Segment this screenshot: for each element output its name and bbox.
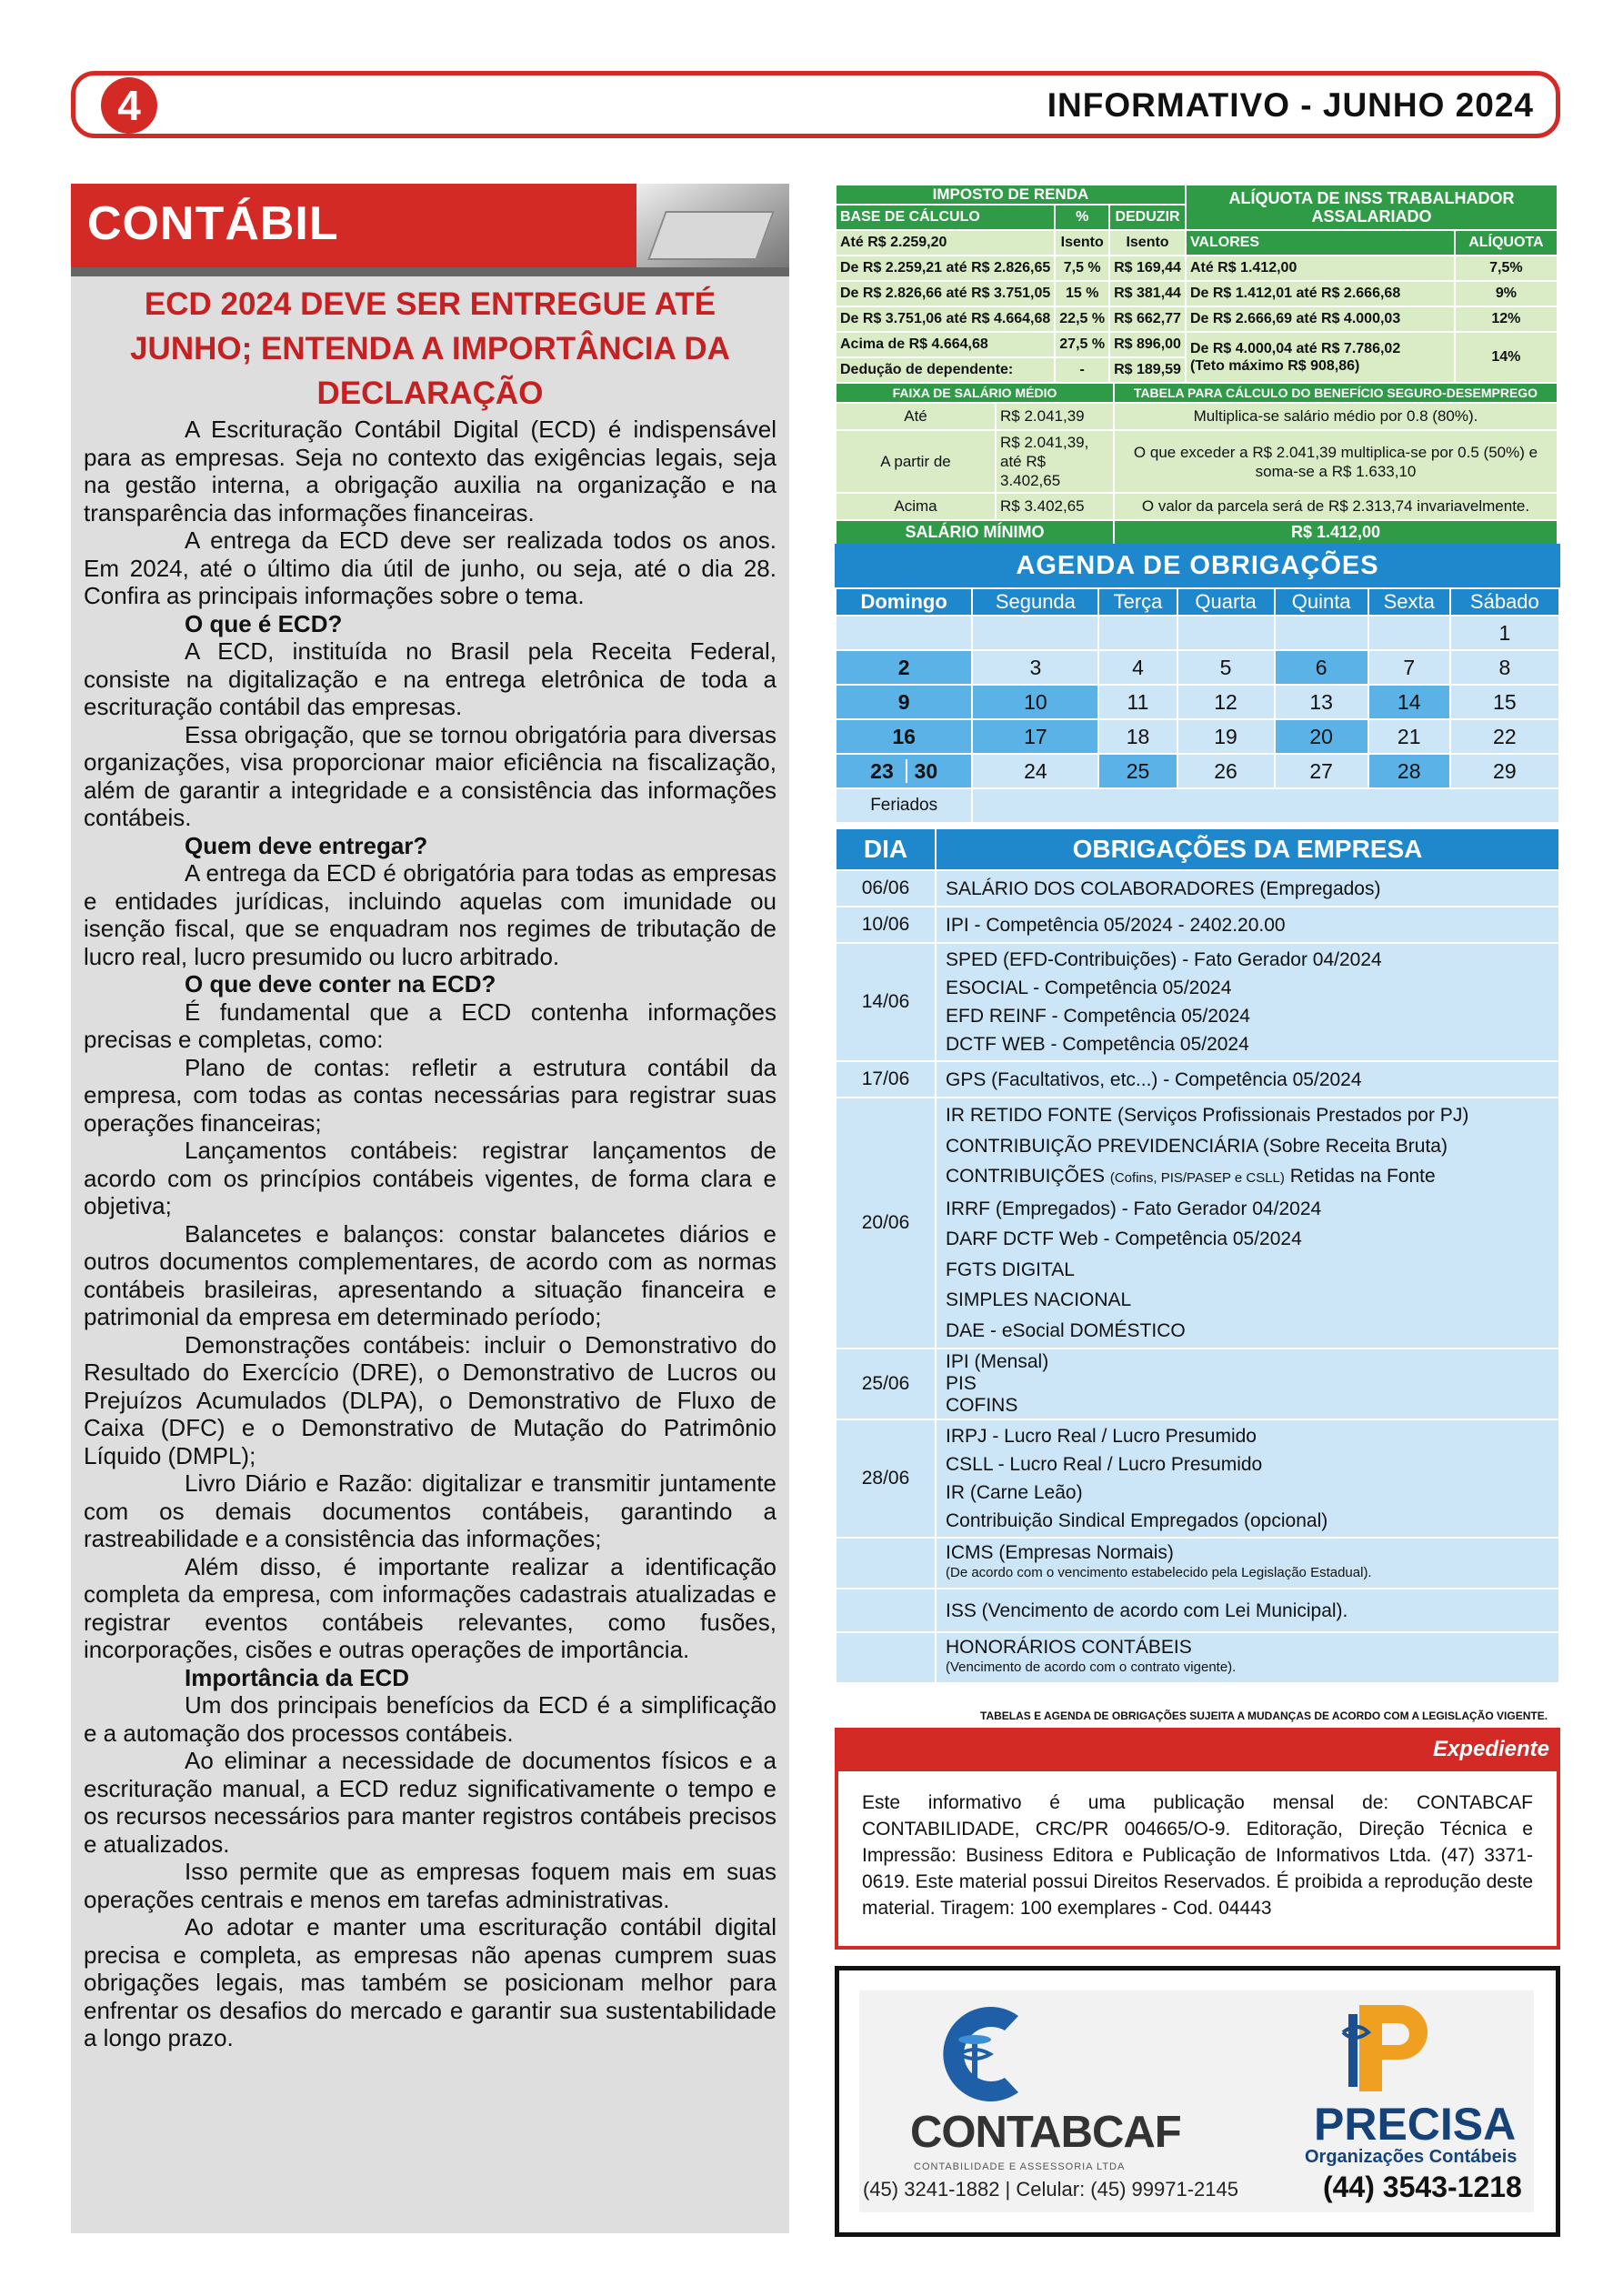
calendar-day-obligation: 28 <box>1368 754 1450 788</box>
ir-cell: - <box>1055 357 1109 383</box>
obligations-table <box>835 827 1560 1684</box>
calendar-day-obligation: 17 <box>972 719 1098 754</box>
section-header <box>71 184 789 267</box>
obligation-line: FGTS DIGITAL <box>946 1258 1075 1280</box>
precisa-phone: (44) 3543-1218 <box>1323 2171 1522 2203</box>
seguro-cell: Até <box>836 403 996 430</box>
inss-header-rate: ALÍQUOTA <box>1455 230 1558 256</box>
obligation-text <box>936 1098 1559 1349</box>
article-paragraph: É fundamental que a ECD contenha informações precisas e completas, como: <box>84 998 776 1053</box>
section-divider <box>71 267 789 276</box>
seguro-cell: O valor da parcela será de R$ 2.313,74 invariavelmente. <box>1114 493 1558 520</box>
calendar-day-obligation: 14 <box>1368 685 1450 719</box>
article-paragraph: Plano de contas: refletir a estrutura contábil da empresa, com todas as contas necessárias para registrar suas operações financeiras; <box>84 1053 776 1137</box>
ir-cell: Dedução de dependente: <box>836 357 1055 383</box>
holidays-cell <box>972 788 1559 823</box>
calendar-day <box>1177 616 1275 650</box>
obligation-date-empty <box>836 1632 936 1683</box>
obligation-line: ICMS (Empresas Normais) <box>946 1542 1174 1563</box>
ir-header-deduct: DEDUZIR <box>1109 205 1186 230</box>
article-subheading: O que deve conter na ECD? <box>185 970 496 998</box>
ir-title: IMPOSTO DE RENDA <box>836 185 1186 205</box>
seguro-cell: Multiplica-se salário médio por 0.8 (80%). <box>1114 403 1558 430</box>
calendar-day: 4 <box>1098 650 1177 685</box>
calendar-day: 23 <box>870 758 894 783</box>
contabcaf-logo-icon <box>914 2000 1050 2109</box>
contabcaf-subtitle: CONTABILIDADE E ASSESSORIA LTDA <box>914 2161 1126 2172</box>
seguro-cell: Acima <box>836 493 996 520</box>
inss-cell: De R$ 2.666,69 até R$ 4.000,03 <box>1186 306 1455 332</box>
seguro-header-1: FAIXA DE SALÁRIO MÉDIO <box>836 383 1114 403</box>
obligation-line-part: Retidas na Fonte <box>1284 1166 1436 1187</box>
obligation-text: IPI - Competência 05/2024 - 2402.20.00 <box>936 907 1559 943</box>
agenda <box>835 544 1560 824</box>
precisa-subtitle: Organizações Contábeis <box>1305 2147 1518 2167</box>
ir-cell: R$ 189,59 <box>1109 357 1186 383</box>
calendar-day-obligation: 6 <box>1275 650 1368 685</box>
ir-cell: Até R$ 2.259,20 <box>836 230 1055 256</box>
article-paragraph: A entrega da ECD é obrigatória para todas as empresas e entidades jurídicas, incluindo aquelas com imunidade ou isenção fiscal, que se enquadram nos regimes de tributação de lucro real, lucro presumido ou lucro arbitrado. <box>84 859 776 970</box>
calendar-day: 11 <box>1098 685 1177 719</box>
seguro-cell: R$ 2.041,39 <box>996 403 1114 430</box>
obligation-date-empty <box>836 1589 936 1632</box>
calendar-day <box>972 616 1098 650</box>
calendar-day: 29 <box>1450 754 1559 788</box>
article-paragraph: Lançamentos contábeis: registrar lançamentos de acordo com os princípios contábeis vigentes, de forma clara e objetiva; <box>84 1137 776 1219</box>
calendar-day <box>836 616 972 650</box>
obligation-line: PIS <box>946 1373 977 1394</box>
ir-cell: Isento <box>1055 230 1109 256</box>
obligation-line <box>946 1161 1549 1194</box>
obligation-date: 17/06 <box>836 1061 936 1098</box>
ir-cell: 15 % <box>1055 281 1109 306</box>
calendar-day-obligation: 10 <box>972 685 1098 719</box>
obligation-line: IR (Carne Leão) <box>946 1482 1083 1503</box>
contabcaf-name: CONTABCAF <box>910 2108 1181 2157</box>
article-paragraph: Além disso, é importante realizar a identificação completa da empresa, com informações cadastrais atualizadas e registrar eventos contábeis relevantes, como fusões, incorporações, cisões e outras operações de importância. <box>84 1552 776 1663</box>
ir-cell: R$ 381,44 <box>1109 281 1186 306</box>
article-paragraph: Isso permite que as empresas foquem mais em suas operações centrais e menos em tarefas administrativas. <box>84 1858 776 1913</box>
agenda-title: AGENDA DE OBRIGAÇÕES <box>835 544 1560 587</box>
article-subheading: O que é ECD? <box>185 609 343 637</box>
calendar-day: 26 <box>1177 754 1275 788</box>
calendar-day-split <box>836 754 972 788</box>
obligation-text: GPS (Facultativos, etc...) - Competência 05/2024 <box>936 1061 1559 1098</box>
calendar-day: 21 <box>1368 719 1450 754</box>
day-header: Quarta <box>1177 588 1275 616</box>
ir-cell: 27,5 % <box>1055 332 1109 357</box>
precisa-logo-icon <box>1341 1996 1441 2096</box>
article-paragraph: Livro Diário e Razão: digitalizar e transmitir juntamente com os demais documentos contábeis, garantindo a rastreabilidade e a consistência das informações; <box>84 1469 776 1552</box>
precisa-name: PRECISA <box>1314 2099 1517 2150</box>
article-title: ECD 2024 DEVE SER ENTREGUE ATÉ JUNHO; ENTENDA A IMPORTÂNCIA DA DECLARAÇÃO <box>130 286 730 411</box>
article-subheading: Quem deve entregar? <box>185 831 428 859</box>
logos-box <box>835 1966 1560 2237</box>
day-header: Sábado <box>1450 588 1559 616</box>
inss-header-values: VALORES <box>1186 230 1455 256</box>
calendar-day: 19 <box>1177 719 1275 754</box>
inss-title: ALÍQUOTA DE INSS TRABALHADOR ASSALARIADO <box>1186 185 1558 230</box>
seguro-cell: R$ 3.402,65 <box>996 493 1114 520</box>
calendar-day-obligation: 25 <box>1098 754 1177 788</box>
calendar-day: 13 <box>1275 685 1368 719</box>
ir-cell: Isento <box>1109 230 1186 256</box>
ir-header-base: BASE DE CÁLCULO <box>836 205 1055 230</box>
ir-cell: De R$ 3.751,06 até R$ 4.664,68 <box>836 306 1055 332</box>
calendar <box>835 587 1560 824</box>
obligation-date: 10/06 <box>836 907 936 943</box>
obligation-line-part: CONTRIBUIÇÕES <box>946 1166 1110 1187</box>
article-subheading: Importância da ECD <box>185 1663 410 1691</box>
obligation-line: IRPJ - Lucro Real / Lucro Presumido <box>946 1426 1257 1447</box>
inss-cell: De R$ 1.412,01 até R$ 2.666,68 <box>1186 281 1455 306</box>
salario-minimo-value: R$ 1.412,00 <box>1114 520 1558 545</box>
obligation-date: 25/06 <box>836 1349 936 1419</box>
inss-last-range: De R$ 4.000,04 até R$ 7.786,02 <box>1189 341 1401 356</box>
ir-cell: De R$ 2.826,66 até R$ 3.751,05 <box>836 281 1055 306</box>
article-paragraph: A ECD, instituída no Brasil pela Receita Federal, consiste na digitalização e na entrega eletrônica de toda a escrituração contábil das empresas. <box>84 637 776 720</box>
obligation-line: CSLL - Lucro Real / Lucro Presumido <box>946 1454 1263 1475</box>
calendar-day: 2 <box>836 650 972 685</box>
article <box>71 276 789 2233</box>
calculator-photo-icon <box>636 184 789 267</box>
inss-cell: 9% <box>1455 281 1558 306</box>
obligation-line: ESOCIAL - Competência 05/2024 <box>946 978 1232 998</box>
obligation-text <box>936 1632 1559 1683</box>
ir-cell: R$ 896,00 <box>1109 332 1186 357</box>
obligation-line: IRRF (Empregados) - Fato Gerador 04/2024 <box>946 1198 1322 1219</box>
article-paragraph: A entrega da ECD deve ser realizada todos os anos. Em 2024, até o último dia útil de junho, ou seja, até o dia 28. Confira as principais informações sobre o tema. <box>84 526 776 609</box>
obligation-line: COFINS <box>946 1395 1018 1416</box>
calendar-day: 3 <box>972 650 1098 685</box>
obligation-note: (Vencimento de acordo com o contrato vigente). <box>946 1659 1237 1675</box>
day-header: Domingo <box>836 588 972 616</box>
calendar-day <box>1368 616 1450 650</box>
page-number: 4 <box>101 77 157 134</box>
ir-cell: R$ 169,44 <box>1109 256 1186 281</box>
obligations-col-day: DIA <box>836 828 936 870</box>
expediente-title: Expediente <box>838 1731 1557 1771</box>
seguro-cell: O que exceder a R$ 2.041,39 multiplica-se por 0.5 (50%) e soma-se a R$ 1.633,10 <box>1114 430 1558 493</box>
disclaimer-note: TABELAS E AGENDA DE OBRIGAÇÕES SUJEITA A MUDANÇAS DE ACORDO COM A LEGISLAÇÃO VIGENTE. <box>980 1709 1548 1722</box>
ir-cell: 22,5 % <box>1055 306 1109 332</box>
article-body <box>84 416 776 2052</box>
calendar-day: 18 <box>1098 719 1177 754</box>
obligation-text <box>936 943 1559 1061</box>
article-paragraph: Ao eliminar a necessidade de documentos físicos e a escrituração manual, a ECD reduz significativamente o tempo e os recursos necessários para manter registros contábeis precisos e atualizados. <box>84 1747 776 1858</box>
inss-ceiling: (Teto máximo R$ 908,86) <box>1189 358 1360 374</box>
holidays-label: Feriados <box>836 788 972 823</box>
ir-cell: De R$ 2.259,21 até R$ 2.826,65 <box>836 256 1055 281</box>
unemployment-table <box>835 382 1558 546</box>
seguro-cell: A partir de <box>836 430 996 493</box>
ir-header-pct: % <box>1055 205 1109 230</box>
ir-cell: R$ 662,77 <box>1109 306 1186 332</box>
obligation-date-empty <box>836 1538 936 1589</box>
obligation-date: 14/06 <box>836 943 936 1061</box>
obligation-line-part: (Cofins, PIS/PASEP e CSLL) <box>1109 1170 1285 1186</box>
expediente-text: Este informativo é uma publicação mensal de: CONTABCAF CONTABILIDADE, CRC/PR 004665/O-9. Editoração, Direção Técnica e Impressão: Business Editora e Publicação de Informativos Ltda. (47) 3371-0619. Este material possui Direitos Reservados. É proibida a reprodução deste material. Tiragem: 100 exemplares - Cod. 04443 <box>862 1792 1533 1919</box>
tax-tables <box>835 184 1558 384</box>
obligation-note: (De acordo com o vencimento estabelecido pela Legislação Estadual). <box>946 1565 1372 1580</box>
inss-cell-last <box>1186 332 1455 383</box>
obligation-text: SALÁRIO DOS COLABORADORES (Empregados) <box>936 870 1559 907</box>
article-paragraph: Essa obrigação, que se tornou obrigatória para diversas organizações, visa proporcionar maior eficiência na fiscalização, além de garantir a integridade e a consistência das informações contábeis. <box>84 720 776 831</box>
page-header <box>71 71 1560 138</box>
seguro-cell: R$ 2.041,39, até R$ 3.402,65 <box>996 430 1114 493</box>
calendar-day: 15 <box>1450 685 1559 719</box>
obligations-col-title: OBRIGAÇÕES DA EMPRESA <box>936 828 1559 870</box>
seguro-header-2: TABELA PARA CÁLCULO DO BENEFÍCIO SEGURO-DESEMPREGO <box>1114 383 1558 403</box>
day-header: Segunda <box>972 588 1098 616</box>
obligation-date: 06/06 <box>836 870 936 907</box>
contabcaf-phone: (45) 3241-1882 | Celular: (45) 99971-2145 <box>863 2178 1238 2201</box>
obligation-text: ISS (Vencimento de acordo com Lei Municipal). <box>936 1589 1559 1632</box>
obligation-line: HONORÁRIOS CONTÁBEIS <box>946 1637 1192 1658</box>
logos-panel <box>859 1990 1534 2212</box>
obligation-line: SPED (EFD-Contribuições) - Fato Gerador 04/2024 <box>946 949 1382 970</box>
obligation-text <box>936 1538 1559 1589</box>
article-paragraph: Ao adotar e manter uma escrituração contábil digital precisa e completa, as empresas não apenas cumprem suas obrigações legais, mas também se posicionam melhor para enfrentar os desafios do mercado e garantir sua sustentabilidade a longo prazo. <box>84 1913 776 2051</box>
calendar-day: 5 <box>1177 650 1275 685</box>
day-header: Terça <box>1098 588 1177 616</box>
article-paragraph: A Escrituração Contábil Digital (ECD) é indispensável para as empresas. Seja no contexto das exigências legais, seja na gestão interna, a obrigação auxilia na organização e na transparência das informações financeiras. <box>84 416 776 526</box>
calendar-day: 7 <box>1368 650 1450 685</box>
obligation-line: Contribuição Sindical Empregados (opcional) <box>946 1510 1328 1531</box>
inss-cell: 14% <box>1455 332 1558 383</box>
ir-cell: 7,5 % <box>1055 256 1109 281</box>
salario-minimo-label: SALÁRIO MÍNIMO <box>836 520 1114 545</box>
obligation-line: DCTF WEB - Competência 05/2024 <box>946 1034 1249 1055</box>
inss-cell: 12% <box>1455 306 1558 332</box>
obligation-date: 20/06 <box>836 1098 936 1349</box>
newsletter-title: INFORMATIVO - JUNHO 2024 <box>1047 86 1534 124</box>
calendar-day: 12 <box>1177 685 1275 719</box>
calendar-day: 16 <box>836 719 972 754</box>
ir-cell: Acima de R$ 4.664,68 <box>836 332 1055 357</box>
calendar-day <box>1098 616 1177 650</box>
obligation-date: 28/06 <box>836 1419 936 1538</box>
article-paragraph: Um dos principais benefícios da ECD é a simplificação e a automação dos processos contábeis. <box>84 1691 776 1747</box>
obligation-line: IR RETIDO FONTE (Serviços Profissionais Prestados por PJ) <box>946 1105 1469 1126</box>
day-header: Sexta <box>1368 588 1450 616</box>
article-paragraph: Balancetes e balanços: constar balancetes diários e outros documentos complementares, de acordo com as normas contábeis brasileiras, apresentando a situação financeira e patrimonial da empresa em determinado período; <box>84 1219 776 1330</box>
calendar-day: 9 <box>836 685 972 719</box>
inss-cell: Até R$ 1.412,00 <box>1186 256 1455 281</box>
obligation-line: DAE - eSocial DOMÉSTICO <box>946 1319 1186 1341</box>
section-title: CONTÁBIL <box>87 197 339 250</box>
obligation-line: IPI (Mensal) <box>946 1351 1049 1372</box>
obligation-line: EFD REINF - Competência 05/2024 <box>946 1006 1250 1027</box>
inss-cell: 7,5% <box>1455 256 1558 281</box>
calendar-day: 30 <box>906 759 938 783</box>
calendar-day: 1 <box>1450 616 1559 650</box>
obligation-text <box>936 1349 1559 1419</box>
calendar-day: 27 <box>1275 754 1368 788</box>
calendar-day: 8 <box>1450 650 1559 685</box>
obligation-line: CONTRIBUIÇÃO PREVIDENCIÁRIA (Sobre Receita Bruta) <box>946 1135 1448 1157</box>
expediente-box <box>835 1728 1560 1950</box>
obligation-line: DARF DCTF Web - Competência 05/2024 <box>946 1228 1302 1249</box>
article-paragraph: Demonstrações contábeis: incluir o Demonstrativo do Resultado do Exercício (DRE), o Demonstrativo de Lucros ou Prejuízos Acumulados (DLPA), o Demonstrativo de Fluxo de Caixa (DFC) e o Demonstrativo de Mutação do Patrimônio Líquido (DMPL); <box>84 1330 776 1469</box>
obligation-text <box>936 1419 1559 1538</box>
calendar-day <box>1275 616 1368 650</box>
day-header: Quinta <box>1275 588 1368 616</box>
calendar-day-obligation: 20 <box>1275 719 1368 754</box>
calendar-day: 24 <box>972 754 1098 788</box>
obligation-line: SIMPLES NACIONAL <box>946 1289 1132 1310</box>
calendar-day: 22 <box>1450 719 1559 754</box>
